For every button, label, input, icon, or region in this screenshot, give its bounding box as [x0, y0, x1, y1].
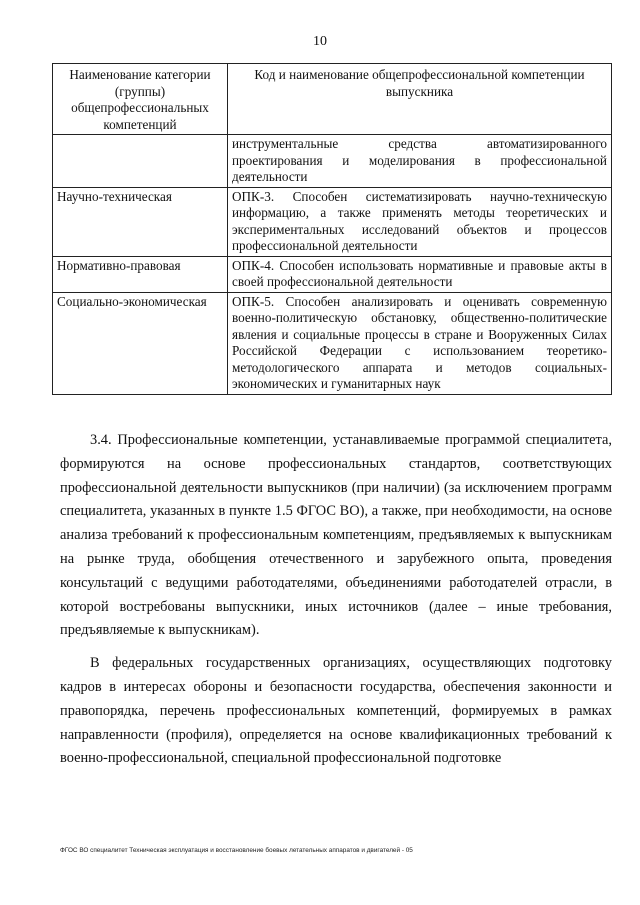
page-number: 10: [313, 34, 327, 49]
competency-cell: инструментальные средства автоматизированного проектирования и моделирования в профессиональной деятельности: [228, 135, 612, 188]
table-row: [53, 256, 612, 292]
header-competency: Код и наименование общепрофессиональной компетенции выпускника: [228, 64, 612, 135]
paragraph: В федеральных государственных организациях, осуществляющих подготовку кадров в интересах обороны и безопасности государства, обеспечения законности и правопорядка, перечень профессиональных компетенций, формируемых в рамках направленности (профиля), определяется на основе квалификационных требований к военно-профессиональной, специальной профессиональной подготовке: [60, 655, 612, 767]
table-row: [53, 187, 612, 256]
table-row: [53, 135, 612, 188]
table-header-row: [53, 64, 612, 135]
paragraph: 3.4. Профессиональные компетенции, устанавливаемые программой специалитета, формируются на основе профессиональных стандартов, соответствующих профессиональной деятельности выпускников (при наличии) (за исключением программ специалитета, указанных в пункте 1.5 ФГОС ВО), а также, при необходимости, на основе анализа требований к профессиональным компетенциям, предъявляемых к выпускникам на рынке труда, обобщения отечественного и зарубежного опыта, проведения консультаций с ведущими работодателями, объединениями работодателей отрасли, в которой востребованы выпускники, иных источников (далее – иные требования, предъявляемые к выпускникам).: [60, 432, 612, 639]
competency-cell: ОПК-5. Способен анализировать и оценивать современную военно-политическую обстановку, общественно-политические явления и социальные процессы в стране и Вооруженных Силах Российской Федерации с использованием теоретико-методологического аппарата и методов социальных-экономических и гуманитарных наук: [228, 292, 612, 394]
competency-table: [52, 63, 612, 395]
category-cell: Нормативно-правовая: [53, 256, 228, 292]
competency-cell: ОПК-3. Способен систематизировать научно-техническую информацию, а также применять методы теоретических и экспериментальных исследований объектов и процессов профессиональной деятельности: [228, 187, 612, 256]
table-row: [53, 292, 612, 394]
page-footer: ФГОС ВО специалитет Техническая эксплуатация и восстановление боевых летательных аппаратов и двигателей - 05: [60, 847, 413, 854]
category-cell: Научно-техническая: [53, 187, 228, 256]
header-category: Наименование категории (группы) общепрофессиональных компетенций: [53, 64, 228, 135]
category-cell: [53, 135, 228, 188]
category-cell: Социально-экономическая: [53, 292, 228, 394]
competency-cell: ОПК-4. Способен использовать нормативные и правовые акты в своей профессиональной деятельности: [228, 256, 612, 292]
body-text: [60, 429, 612, 780]
